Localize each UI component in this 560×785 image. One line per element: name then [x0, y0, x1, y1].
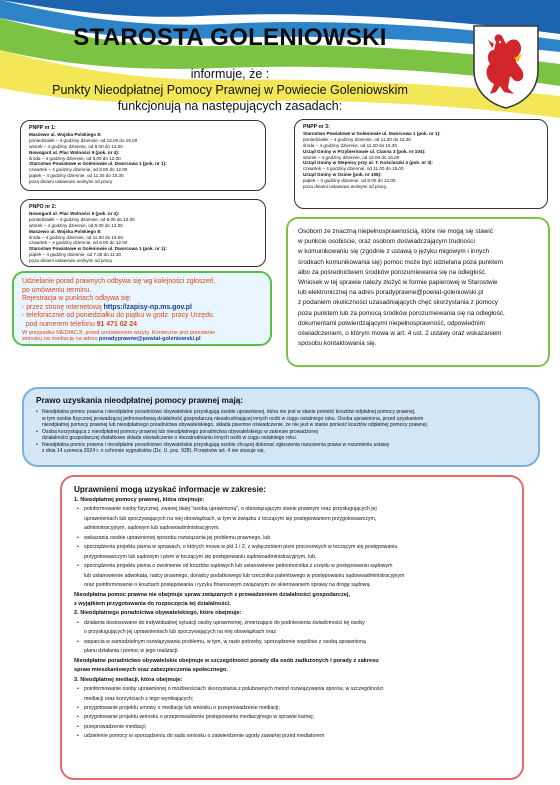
info-continuation-line: przygotowawczym lub sądowym i pism w toczącym się postępowaniu sądowoadministracyjnym, lub,	[84, 553, 317, 560]
pnpo-2-line: poniedziałek – 4 godziny dziennie, od 8.00 do 12.00	[29, 216, 135, 222]
info-continuation-line: administracyjnym, sądowym lub sądowoadministracyjnym,	[84, 525, 220, 532]
pnpp-3-line: wtorek – 4 godziny dziennie, od 12.00 do 16.00	[303, 154, 400, 160]
notice-line: środkach komunikowania się) pomoc może być udzielana poza punktem	[298, 258, 503, 266]
pnpp-1-line: czwartek – 4 godziny dziennie, od 8.00 do 12.00	[29, 167, 128, 173]
pnpp-1-line: Starostwo Powiatowe w Goleniowie ul. Dworcowa 1 (pok. nr 1):	[29, 161, 167, 167]
info-continuation-line: o przysługujących jej uprawnieniach lub spoczywających na niej obowiązkach oraz	[84, 629, 277, 636]
notice-line: lub elektronicznej na adres poradyprawne@powiat-goleniowski.pl	[298, 289, 484, 297]
info-heading-line: 1. Nieodpłatnej pomocy prawnej, która obejmuje:	[74, 497, 205, 503]
pnpp-3-line: piątek – 4 godziny dziennie, od 8.00 do 12.00	[303, 178, 396, 184]
pnpp-3-heading: PNPP nr 3:	[303, 124, 330, 130]
registration-line: po umówieniu terminu.	[22, 286, 92, 294]
notice-line: w punkcie osobiście, oraz osobom doświadczającym trudności	[298, 238, 475, 246]
notice-line: Wniosek w tej sprawie należy złożyć w formie papierowej w Starostwie	[298, 279, 498, 287]
information-scope-lines	[74, 496, 510, 742]
information-scope-heading: Uprawnieni mogą uzyskać informacje w zakresie:	[74, 485, 267, 494]
info-bullet-line: • poinformowanie osoby uprawnionej o możliwościach skorzystania z polubownych metod rozwiązywania sporów, w szczególności	[74, 685, 510, 694]
mediation-email-link[interactable]: poradyprawne@powiat-goleniowski.pl	[98, 336, 201, 343]
notice-line: dokumentami potwierdzającymi niepełnosprawność, odpowiednim	[298, 319, 485, 327]
info-heading-line: 2. Nieodpłatnego poradnictwa obywatelskiego, które obejmuje:	[74, 610, 242, 617]
pnpp-1-line: poza dniami ustawowo wolnymi od pracy	[29, 179, 113, 185]
pnpo-2-line: poza dniami ustawowo wolnymi od pracy	[29, 258, 113, 264]
info-bullet-line: • sporządzenia projektu pisma w sprawach, o których mowa w pkt 1 i 2, z wyłączeniem pism procesowych w toczącym się postępowaniu	[74, 543, 510, 552]
info-bullet-line: • wskazania osobie uprawnionej sposobu rozwiązania jej problemu prawnego, lub	[74, 534, 510, 543]
info-heading-line: z wyjątkiem przygotowania do rozpoczęcia tej działalności.	[74, 600, 231, 607]
pnpo-2-line: Starostwo Powiatowe w Goleniowie ul. Dworcowa 1 (pok. nr 1):	[29, 246, 167, 252]
pnpp-3-line: Urząd Gminy w Przybiernowie ul. Ciasna 3 (pok. nr 104):	[303, 148, 426, 154]
info-bullet-line: • udzielenie pomocy w sporządzeniu do sądu wniosku o zatwierdzenie ugody zawartej przed mediatorem	[74, 732, 510, 741]
pnpp-1-line: Maszewo ul. Wojska Polskiego 8:	[29, 131, 102, 137]
pnpo-2-line: środa – 4 godziny dziennie, od 11.00 do 15.00	[29, 234, 123, 240]
subtitle-line-2: Punkty Nieodpłatnej Pomocy Prawnej w Powiecie Goleniowskim	[52, 83, 408, 97]
eligibility-list	[36, 409, 526, 455]
info-bullet-line: • wsparcia w samodzielnym rozwiązywaniu problemu, w tym, w razie potrzeby, sporządzenie wspólnie z osobą uprawnioną	[74, 638, 510, 647]
info-continuation-line: planu działania i pomoc w jego realizacji.	[84, 648, 179, 655]
pnpo-2-line: Maszewo ul. Wojska Polskiego 8:	[29, 228, 102, 234]
eligibility-heading: Prawo uzyskania nieodpłatnej pomocy prawnej mają:	[36, 396, 244, 405]
registration-info	[12, 271, 272, 346]
registration-phone-line	[22, 321, 262, 330]
info-bullet-line: • sporządzenia projektu pisma o zwolnienie od kosztów sądowych lub ustanowienie pełnomocnika z urzędu w postępowaniu sądowym	[74, 562, 510, 571]
mediation-email-prefix: wniosku na mediację na adres	[22, 336, 99, 343]
eligibility-item: • Nieodpłatna pomoc prawna i nieodpłatne poradnictwo obywatelskie przysługują osobie uprawnionej, która nie jest w stanie ponieść kosztów odpłatnej pomocy prawnej,	[36, 409, 526, 416]
eligibility-item-cont: w tym osobie fizycznej prowadzącej jednoosobową działalność gospodarczą niezatrudniającej innych osób w ciągu ostatniego roku. Osoba uprawniona, przed uzyskaniem	[42, 415, 424, 422]
info-heading-line: 3. Nieodpłatnej mediacji, która obejmuje:	[74, 676, 183, 683]
notice-line: oświadczeniem, o którym mowa w art. 4 ust. 2 ustawy oraz wskazaniem	[298, 330, 502, 338]
subtitle-line-3: funkcjonują na następujących zasadach:	[117, 99, 343, 113]
pnpo-2-schedule	[20, 199, 266, 267]
info-heading-line: spraw mieszkaniowych oraz zabezpieczenia społecznego.	[74, 667, 228, 674]
pnpo-2-heading: PNPO nr 2:	[29, 204, 57, 210]
eligibility-item: • Osoba korzystająca z nieodpłatnej pomocy prawnej lub nieodpłatnego poradnictwa obywatelskiego w zakresie prowadzonej	[36, 429, 526, 436]
eligibility-item-cont: z dnia 14 czerwca 2024 r. o ochronie sygnalistów (Dz. U. poz. 928). Przepisów art. 4 nie stosuje się.	[42, 448, 266, 454]
pnpp-3-line: środa – 4 godziny dziennie, od 11.30 do 15.30	[303, 142, 397, 148]
info-heading-line: Nieodpłatna pomoc prawna nie obejmuje spraw związanych z prowadzeniem działalności gospodarczej,	[74, 591, 351, 598]
info-continuation-line: lub ustanowienie adwokata, radcy prawnego, doradcy podatkowego lub rzecznika patentowego w postępowaniu sądowoadministracyjnym	[84, 572, 405, 579]
pnpp-1-line: piątek – 4 godziny dziennie, od 11.35 do 15.35	[29, 173, 124, 179]
registration-phone-prefix: pod numerem telefonu	[22, 320, 97, 328]
pnpo-2-line: Nowogard ul. Plac Wolności 9 (pok. nr 4):	[29, 210, 120, 216]
pnpp-1-line: poniedziałek – 4 godziny dziennie, od 12.00 do 16.00	[29, 137, 138, 143]
notice-line: Osobom ze znaczną niepełnosprawnością, które nie mogą się stawić	[298, 228, 494, 235]
eligibility-section	[22, 387, 540, 467]
info-continuation-line: oraz poinformowanie o kosztach postępowania i ryzyku finansowym związanym ze skierowaniem sprawy na drogę sądową.	[84, 582, 371, 589]
pnpo-2-line: czwartek – 4 godziny dziennie, od 8.00 do 12.00	[29, 240, 128, 246]
info-continuation-line: mediacji oraz korzyściach z tego wynikających;	[84, 695, 194, 702]
mediation-email-line	[22, 336, 262, 343]
page-title: STAROSTA GOLENIOWSKI	[73, 24, 387, 51]
pnpp-1-line: środa – 4 godziny dziennie, od 8.00 do 12.00	[29, 155, 121, 161]
pnpp-1-schedule	[20, 120, 266, 191]
disability-assistance-notice	[286, 217, 550, 367]
registration-line: Udzielanie porad prawnych odbywa się wg kolejności zgłoszeń,	[22, 278, 216, 285]
info-bullet-line: • przygotowanie projektu umowy o mediację lub wniosku o przeprowadzenie mediacji;	[74, 704, 510, 713]
pnpo-2-line: piątek – 4 godziny dziennie, od 7.30 do 11.30	[29, 252, 122, 258]
pnpp-1-line: Nowogard ul. Plac Wolności 9 (pok. nr 4):	[29, 149, 120, 155]
pnpp-3-line: czwartek – 4 godziny dziennie, od 11.00 do 15.00	[303, 166, 404, 172]
eligibility-item: • Nieodpłatna pomoc prawna i nieodpłatne poradnictwo obywatelskie przysługują osobie chcącej dokonać zgłoszenia naruszenia prawa w rozumieniu ustawy	[36, 442, 526, 449]
registration-line: - telefonicznie od poniedziałku do piątku w godz. pracy Urzędu.	[22, 312, 215, 320]
pnpp-3-schedule	[294, 119, 548, 209]
pnpp-1-line: wtorek – 4 godziny dziennie, od 8.00 do 12.00	[29, 143, 123, 149]
info-bullet-line: • przeprowadzenie mediacji;	[74, 723, 510, 732]
pnpp-3-line: Starostwo Powiatowe w Goleniowie ul. Dworcowa 1 (pok. nr 1):	[303, 130, 441, 136]
notice-line: poza punktem lub za pomocą środków porozumiewania się na odległość,	[298, 309, 505, 317]
pnpp-3-line: Urząd Gminy w Stepnicy przy ul. T. Kościuszki 4 (pok. nr 3):	[303, 160, 433, 166]
pnpp-3-line: poza dniami ustawowo wolnymi od pracy.	[303, 184, 388, 190]
notice-line: albo za pośrednictwem środków porozumiewania się na odległość.	[298, 268, 487, 276]
info-bullet-line: • działania dostosowane do indywidualnej sytuacji osoby uprawnionej, zmierzające do podniesienia świadomości tej osoby	[74, 619, 510, 628]
subtitle-line-1: informuje, że :	[190, 67, 270, 81]
pnpp-3-line: Urząd Gminy w Osinie (pok. nr 105):	[303, 172, 382, 178]
info-continuation-line: uprawnieniach lub spoczywających na niej obowiązkach, w tym w związku z toczącym się postępowaniem przygotowawczym,	[84, 515, 377, 522]
info-bullet-line: • przygotowanie projektu wniosku o przeprowadzenie postępowania mediacyjnego w sprawie karnej;	[74, 713, 510, 722]
registration-link[interactable]: https://zapisy-np.ms.gov.pl	[103, 303, 192, 311]
notice-line: w komunikowaniu się (zgodnie z ustawą o języku migowym i innych	[298, 248, 490, 256]
information-scope-section	[60, 475, 524, 780]
registration-line: Rejestracja w punktach odbywa się:	[22, 295, 132, 303]
pnpp-3-line: poniedziałek – 4 godziny dziennie, od 11.30 do 15.30	[303, 136, 411, 142]
mediation-line: W przypadku MEDIACJI, przed umówieniem wizyty. Konieczne jest przesłanie	[22, 329, 216, 336]
registration-web-line	[22, 304, 262, 313]
eligibility-item-cont: nieodpłatnej pomocy prawnej lub nieodpłatnego poradnictwa obywatelskiego, składa pisemne oświadczenie, że nie jest w stanie ponieść kosztów odpłatnej pomocy prawnej.	[42, 422, 429, 428]
info-heading-line: Nieodpłatne poradnictwo obywatelskie obejmuje w szczególności porady dla osób zadłużonych i porady z zakresu	[74, 657, 379, 664]
pnpo-2-line: wtorek – 4 godziny dziennie, od 8.00 do 12.00	[29, 222, 123, 228]
registration-web-prefix: - przez stronę internetową	[22, 303, 104, 311]
eligibility-item-cont: działalności gospodarczej dodatkowo składa oświadczenie o niezatrudnianiu innych osób w ciągu ostatniego roku.	[42, 435, 298, 441]
registration-phone[interactable]: 91 471 02 24	[96, 320, 137, 328]
notice-line: sposobu kontaktowania się.	[298, 340, 377, 348]
pnpp-1-heading: PNPP nr 1:	[29, 125, 56, 131]
info-bullet-line: • poinformowanie osoby fizycznej, zwanej dalej "osobą uprawnioną", o obowiązującym stanie prawnym oraz przysługujących jej	[74, 505, 510, 514]
griffin-crest-icon	[470, 22, 542, 110]
notice-line: z podaniem okoliczności uzasadniających chęć skorzystania z pomocy	[298, 299, 498, 307]
